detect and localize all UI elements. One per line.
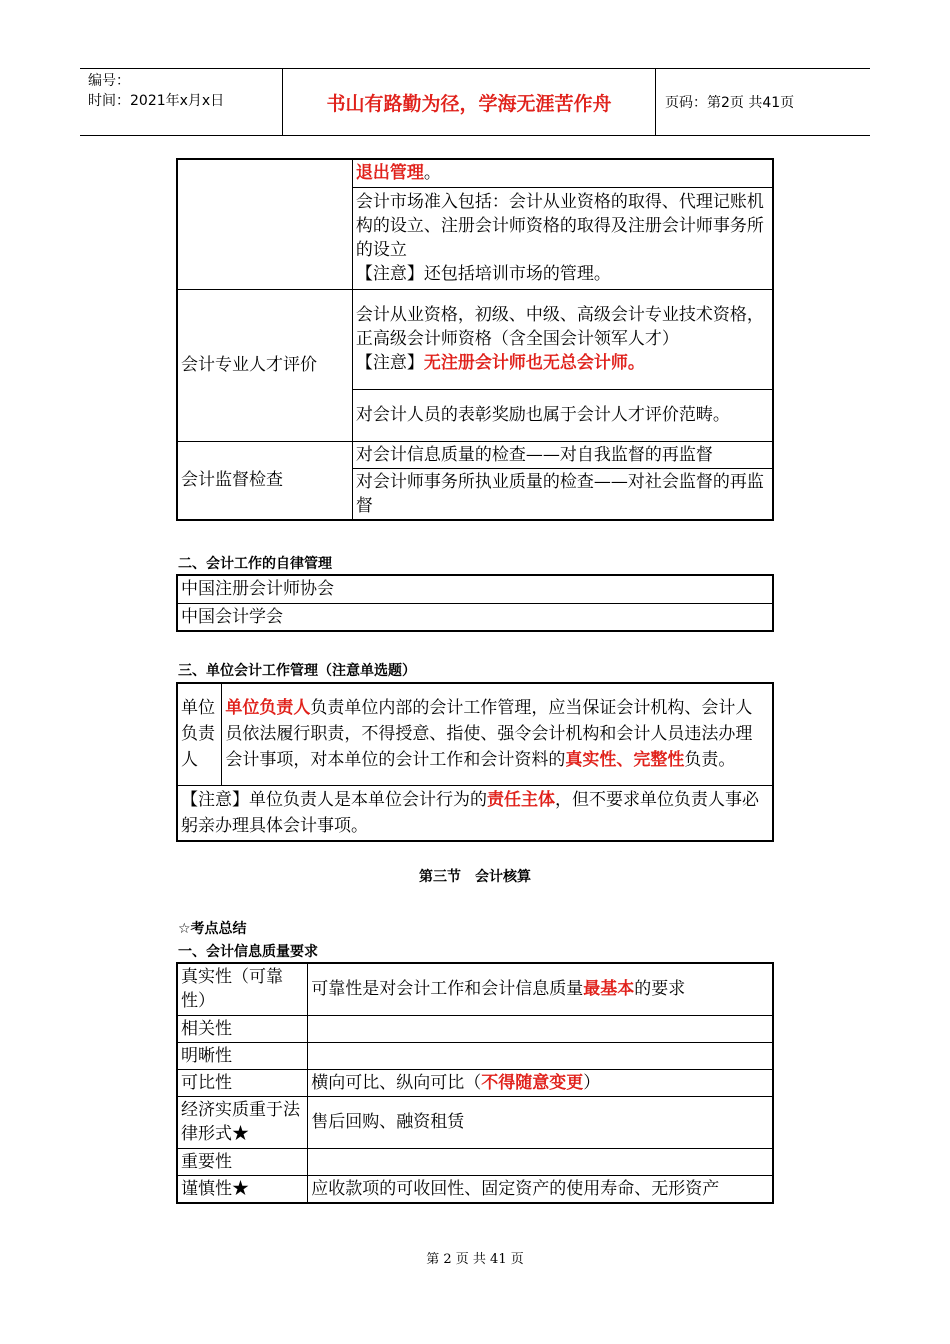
supervision-item-1: 对会计信息质量的检查——对自我监督的再监督	[352, 441, 773, 468]
quality-desc: 应收款项的可收回性、固定资产的使用寿命、无形资产	[308, 1175, 773, 1203]
supervision-label: 会计监督检查	[177, 441, 352, 520]
quality-desc	[308, 1015, 773, 1042]
unit-head-note: 【注意】单位负责人是本单位会计行为的责任主体，但不要求单位负责人事必躬亲办理具体会计事项。	[177, 785, 773, 841]
unit-head-label: 单位负责人	[177, 683, 222, 785]
quality-desc	[308, 1148, 773, 1175]
quality-label: 重要性	[177, 1148, 308, 1175]
quality-desc: 可靠性是对会计工作和会计信息质量最基本的要求	[308, 963, 773, 1015]
time-label: 时间：2021年x月x日	[88, 93, 225, 109]
quality-label: 真实性（可靠性）	[177, 963, 308, 1015]
number-label: 编号：	[88, 73, 130, 89]
quality-desc: 横向可比、纵向可比（不得随意变更）	[308, 1069, 773, 1096]
market-access-note: 【注意】还包括培训市场的管理。	[355, 264, 611, 284]
quality-desc: 售后回购、融资租赁	[308, 1096, 773, 1148]
market-access-cell	[352, 187, 773, 289]
quality-table	[176, 962, 774, 1204]
quality-heading: 一、会计信息质量要求	[178, 944, 318, 960]
header-page-info: 页码：第2页 共41页	[665, 95, 795, 111]
supervision-item-2: 对会计师事务所执业质量的检查——对社会监督的再监督	[352, 468, 773, 520]
unit-head-text: 单位负责人负责单位内部的会计工作管理，应当保证会计机构、会计人员依法履行职责，不得授意、指使、强令会计机构和会计人员违法办理会计事项，对本单位的会计工作和会计资料的真实性、完整性负责。	[222, 683, 773, 785]
quality-label: 经济实质重于法律形式★	[177, 1096, 308, 1148]
quality-label: 谨慎性★	[177, 1175, 308, 1203]
empty-cell	[177, 159, 352, 289]
header-meta	[80, 69, 283, 135]
section-title: 第三节 会计核算	[419, 869, 531, 885]
summary-label: ☆考点总结	[178, 921, 247, 937]
talent-reward-cell: 对会计人员的表彰奖励也属于会计人才评价范畴。	[352, 389, 773, 441]
talent-text: 会计从业资格，初级、中级、高级会计专业技术资格，正高级会计师资格（含全国会计领军人才）	[355, 305, 764, 349]
header-motto: 书山有路勤为径，学海无涯苦作舟	[283, 69, 656, 135]
section2-heading: 二、会计工作的自律管理	[178, 556, 332, 572]
list-item: 中国会计学会	[177, 603, 773, 631]
talent-note: 【注意】无注册会计师也无总会计师。	[355, 353, 645, 373]
unit-management-table	[176, 682, 774, 842]
talent-label: 会计专业人才评价	[177, 289, 352, 441]
page-header	[80, 68, 870, 136]
exit-management-cell: 退出管理。	[352, 159, 773, 187]
quality-label: 相关性	[177, 1015, 308, 1042]
management-table	[176, 158, 774, 521]
self-regulation-table	[176, 574, 774, 632]
section3-heading: 三、单位会计工作管理（注意单选题）	[178, 663, 416, 679]
list-item: 中国注册会计师协会	[177, 575, 773, 603]
market-access-text: 会计市场准入包括：会计从业资格的取得、代理记账机构的设立、注册会计师资格的取得及注册会计师事务所的设立	[355, 192, 764, 260]
page-footer: 第 2 页 共 41 页	[426, 1252, 524, 1267]
quality-label: 可比性	[177, 1069, 308, 1096]
quality-desc	[308, 1042, 773, 1069]
talent-qualification-cell	[352, 289, 773, 389]
quality-label: 明晰性	[177, 1042, 308, 1069]
